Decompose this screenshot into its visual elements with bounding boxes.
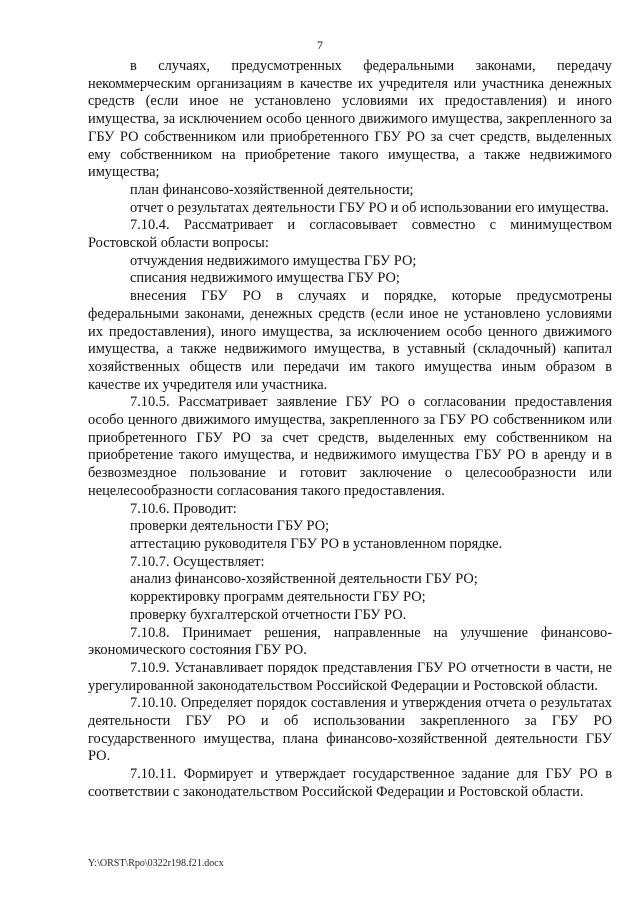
document-body [88, 58, 612, 802]
paragraph-subitem-capital-contribution: внесения ГБУ РО в случаях и порядке, которые предусмотрены федеральными законами, денежных средств (если иное не установлено условиями их предоставления), иного имущества, за исключением особо ценного движимого имущества, а также недвижимого имущества, в уставный (складочный) капитал хозяйственных обществ или передачи им такого имущества иным образом в качестве их учредителя или участника. [88, 288, 612, 393]
paragraph-subitem-noncommercial-transfer: в случаях, предусмотренных федеральными законами, передачу некоммерческим организациям в качестве их учредителя или участника денежных средств (если иное не установлено условиями их предоставления) и иного имущества, за исключением особо ценного движимого имущества, закрепленного за ГБУ РО собственником или приобретенного ГБУ РО за счет средств, выделенных ему собственником на приобретение такого имущества, а также недвижимого имущества; [88, 58, 612, 181]
paragraph-subitem-financial-plan: план финансово-хозяйственной деятельности; [130, 181, 414, 198]
paragraph-subitem-inspections: проверки деятельности ГБУ РО; [130, 518, 330, 535]
paragraph-7-10-4: 7.10.4. Рассматривает и согласовывает совместно с минимуществом Ростовской области вопросы: [88, 217, 612, 252]
paragraph-7-10-8: 7.10.8. Принимает решения, направленные на улучшение финансово-экономического состояния ГБУ РО. [88, 624, 612, 659]
paragraph-subitem-accounting-check: проверку бухгалтерской отчетности ГБУ РО. [130, 606, 407, 623]
paragraph-subitem-write-off: списания недвижимого имущества ГБУ РО; [130, 270, 400, 287]
paragraph-7-10-6: 7.10.6. Проводит: [130, 500, 237, 517]
paragraph-subitem-attestation: аттестацию руководителя ГБУ РО в установленном порядке. [130, 535, 503, 552]
paragraph-subitem-activity-report: отчет о результатах деятельности ГБУ РО и об использовании его имущества. [130, 199, 609, 216]
paragraph-7-10-11: 7.10.11. Формирует и утверждает государственное задание для ГБУ РО в соответствии с законодательством Российской Федерации и Ростовской области. [88, 766, 612, 800]
paragraph-7-10-5: 7.10.5. Рассматривает заявление ГБУ РО о согласовании предоставления особо ценного движимого имущества, закрепленного за ГБУ РО собственником или приобретенного ГБУ РО за счет средств, выделенных ему собственником на приобретение такого имущества, и недвижимого имущества ГБУ РО в аренду и в безвозмездное пользование и готовит заключение о целесообразности или нецелесообразности согласования такого предоставления. [88, 394, 612, 499]
paragraph-7-10-10: 7.10.10. Определяет порядок составления и утверждения отчета о результатах деятельности ГБУ РО и об использовании закрепленного за ГБУ РО государственного имущества, плана финансово-хозяйственной деятельности ГБУ РО. [88, 695, 612, 765]
paragraph-subitem-alienation: отчуждения недвижимого имущества ГБУ РО; [130, 252, 417, 269]
paragraph-7-10-9: 7.10.9. Устанавливает порядок представления ГБУ РО отчетности в части, не урегулированной законодательством Российской Федерации и Ростовской области. [88, 659, 612, 694]
paragraph-subitem-program-adjustment: корректировку программ деятельности ГБУ РО; [130, 589, 426, 606]
paragraph-subitem-analysis: анализ финансово-хозяйственной деятельности ГБУ РО; [130, 571, 478, 588]
file-path-footer: Y:\ORST\Rpo\0322r198.f21.docx [88, 858, 224, 869]
paragraph-7-10-7: 7.10.7. Осуществляет: [130, 553, 265, 570]
page-number: 7 [317, 38, 323, 52]
